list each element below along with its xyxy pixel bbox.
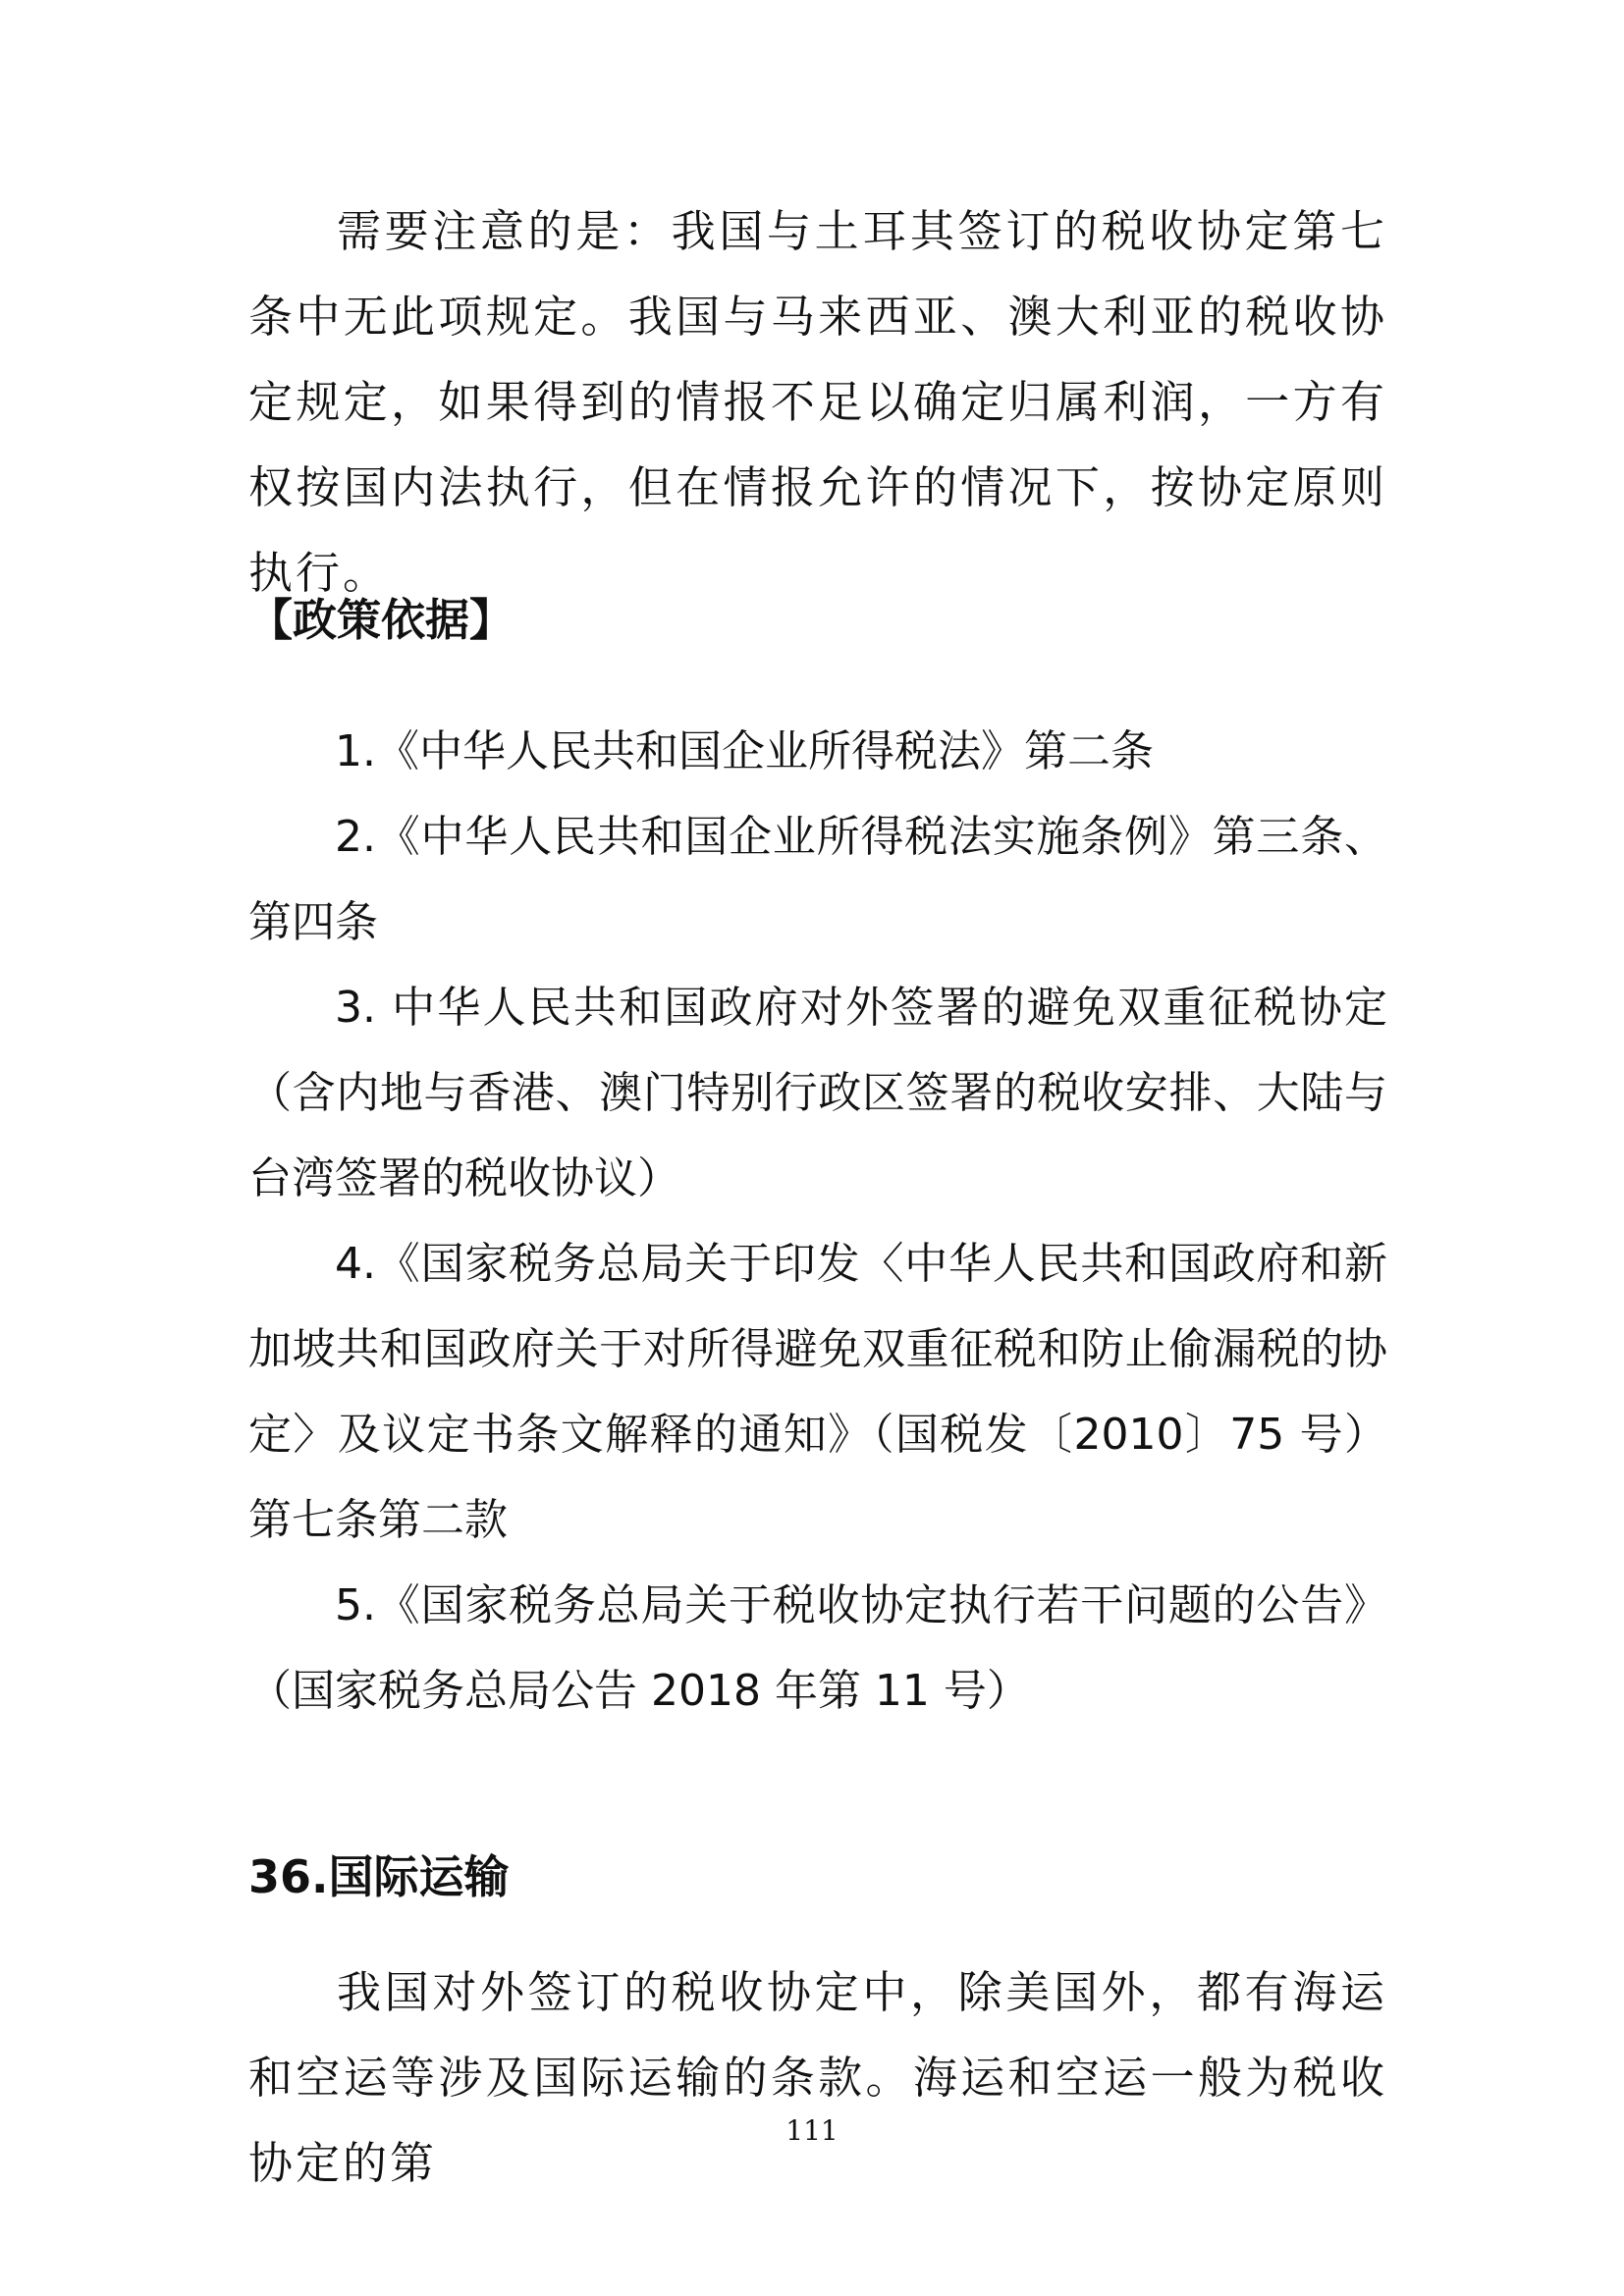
section-title: 国际运输 bbox=[328, 1850, 510, 1903]
policy-item-1: 1.《中华人民共和国企业所得税法》第二条 bbox=[335, 726, 1154, 776]
policy-basis-heading: 【政策依据】 bbox=[248, 594, 514, 646]
policy-item-2: 2.《中华人民共和国企业所得税法实施条例》第三条、第四条 bbox=[248, 812, 1387, 947]
page-number: 111 bbox=[785, 2114, 839, 2147]
section-heading bbox=[248, 1847, 510, 1907]
policy-item-5: 5.《国家税务总局关于税收协定执行若干问题的公告》（国家税务总局公告 2018 年第 11 号） bbox=[248, 1580, 1387, 1716]
policy-item-3: 3. 中华人民共和国政府对外签署的避免双重征税协定（含内地与香港、澳门特别行政区签署的税收安排、大陆与台湾签署的税收协议） bbox=[248, 983, 1387, 1203]
note-paragraph: 需要注意的是：我国与土耳其签订的税收协定第七条中无此项规定。我国与马来西亚、澳大利亚的税收协定规定，如果得到的情报不足以确定归属利润，一方有权按国内法执行，但在情报允许的情况下，按协定原则执行。 bbox=[248, 205, 1387, 599]
policy-item-4: 4.《国家税务总局关于印发〈中华人民共和国政府和新加坡共和国政府关于对所得避免双重征税和防止偷漏税的协定〉及议定书条文解释的通知》（国税发〔2010〕75 号）第七条第二款 bbox=[248, 1239, 1387, 1545]
section-number: 36. bbox=[248, 1850, 329, 1903]
section-paragraph: 我国对外签订的税收协定中，除美国外，都有海运和空运等涉及国际运输的条款。海运和空运一般为税收协定的第 bbox=[248, 1966, 1387, 2189]
